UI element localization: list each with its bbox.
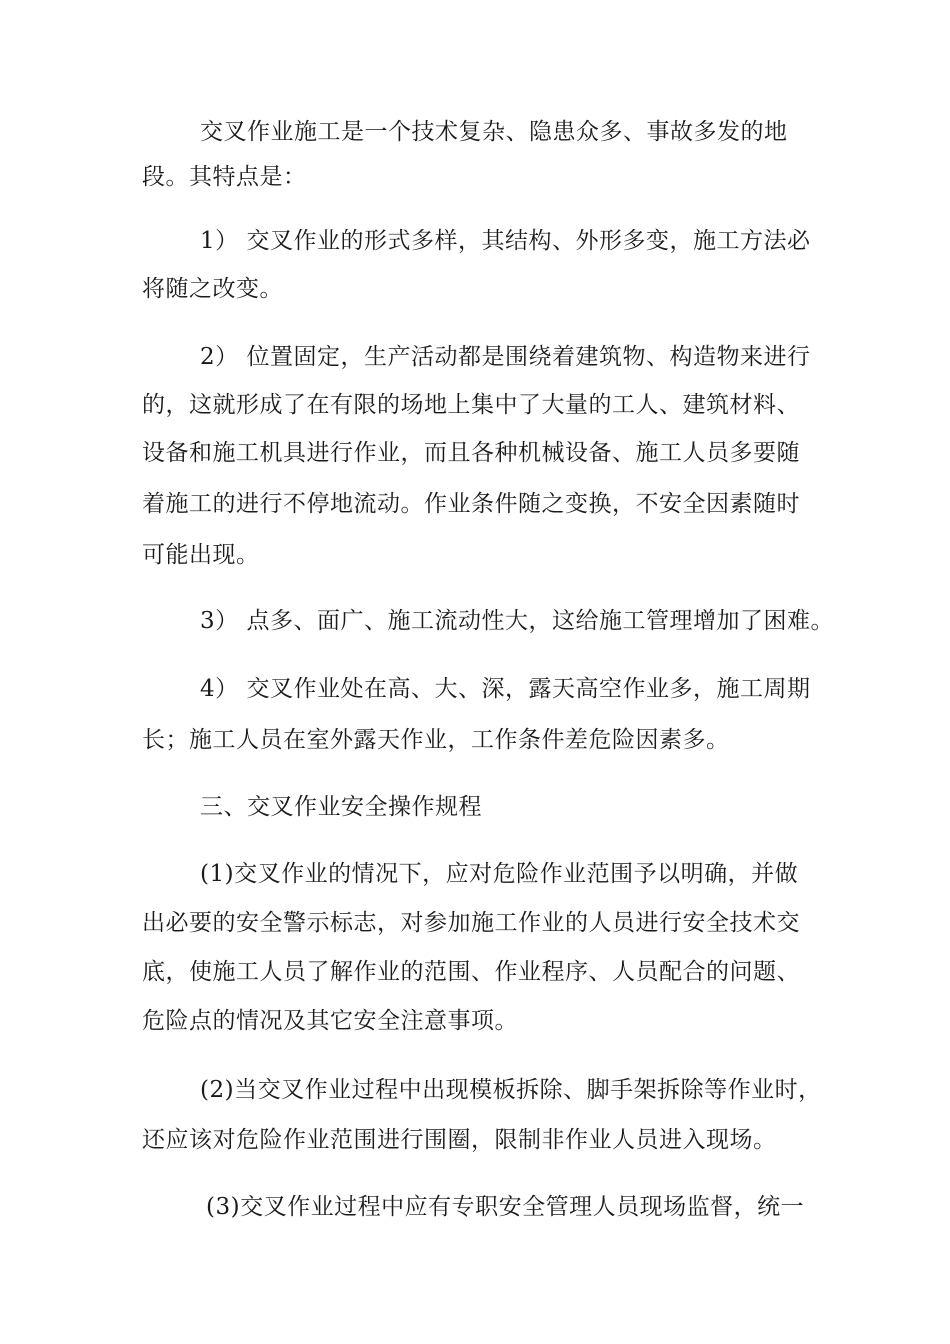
paragraph-feature-3-line-1: 3） 点多、面广、施工流动性大，这给施工管理增加了困难。 bbox=[200, 608, 834, 634]
paragraph-intro-line-2: 段。其特点是： bbox=[142, 164, 307, 190]
paragraph-feature-1-line-1: 1） 交叉作业的形式多样，其结构、外形多变，施工方法必 bbox=[200, 228, 811, 254]
section-heading: 三、交叉作业安全操作规程 bbox=[200, 794, 482, 820]
paragraph-rule-1-line-2: 出必要的安全警示标志，对参加施工作业的人员进行安全技术交 bbox=[142, 910, 800, 936]
paragraph-rule-3-line-1: (3)交叉作业过程中应有专职安全管理人员现场监督，统一 bbox=[206, 1194, 805, 1220]
paragraph-rule-1-line-4: 危险点的情况及其它安全注意事项。 bbox=[142, 1008, 518, 1034]
paragraph-rule-2-line-1: (2)当交叉作业过程中出现模板拆除、脚手架拆除等作业时， bbox=[200, 1077, 822, 1103]
paragraph-feature-2-line-1: 2） 位置固定，生产活动都是围绕着建筑物、构造物来进行 bbox=[200, 344, 811, 370]
paragraph-rule-2-line-2: 还应该对危险作业范围进行围圈，限制非作业人员进入现场。 bbox=[142, 1127, 777, 1153]
paragraph-rule-1-line-1: (1)交叉作业的情况下，应对危险作业范围予以明确，并做 bbox=[200, 861, 799, 887]
paragraph-feature-2-line-4: 着施工的进行不停地流动。作业条件随之变换，不安全因素随时 bbox=[142, 491, 800, 517]
paragraph-feature-1-line-2: 将随之改变。 bbox=[142, 276, 283, 302]
paragraph-feature-4-line-2: 长；施工人员在室外露天作业，工作条件差危险因素多。 bbox=[142, 727, 730, 753]
paragraph-feature-2-line-5: 可能出现。 bbox=[142, 542, 260, 568]
paragraph-feature-2-line-2: 的，这就形成了在有限的场地上集中了大量的工人、建筑材料、 bbox=[142, 392, 800, 418]
paragraph-feature-4-line-1: 4） 交叉作业处在高、大、深，露天高空作业多，施工周期 bbox=[200, 676, 811, 702]
paragraph-intro-line-1: 交叉作业施工是一个技术复杂、隐患众多、事故多发的地 bbox=[200, 119, 788, 145]
paragraph-rule-1-line-3: 底，使施工人员了解作业的范围、作业程序、人员配合的问题、 bbox=[142, 959, 800, 985]
paragraph-feature-2-line-3: 设备和施工机具进行作业，而且各种机械设备、施工人员多要随 bbox=[142, 440, 800, 466]
